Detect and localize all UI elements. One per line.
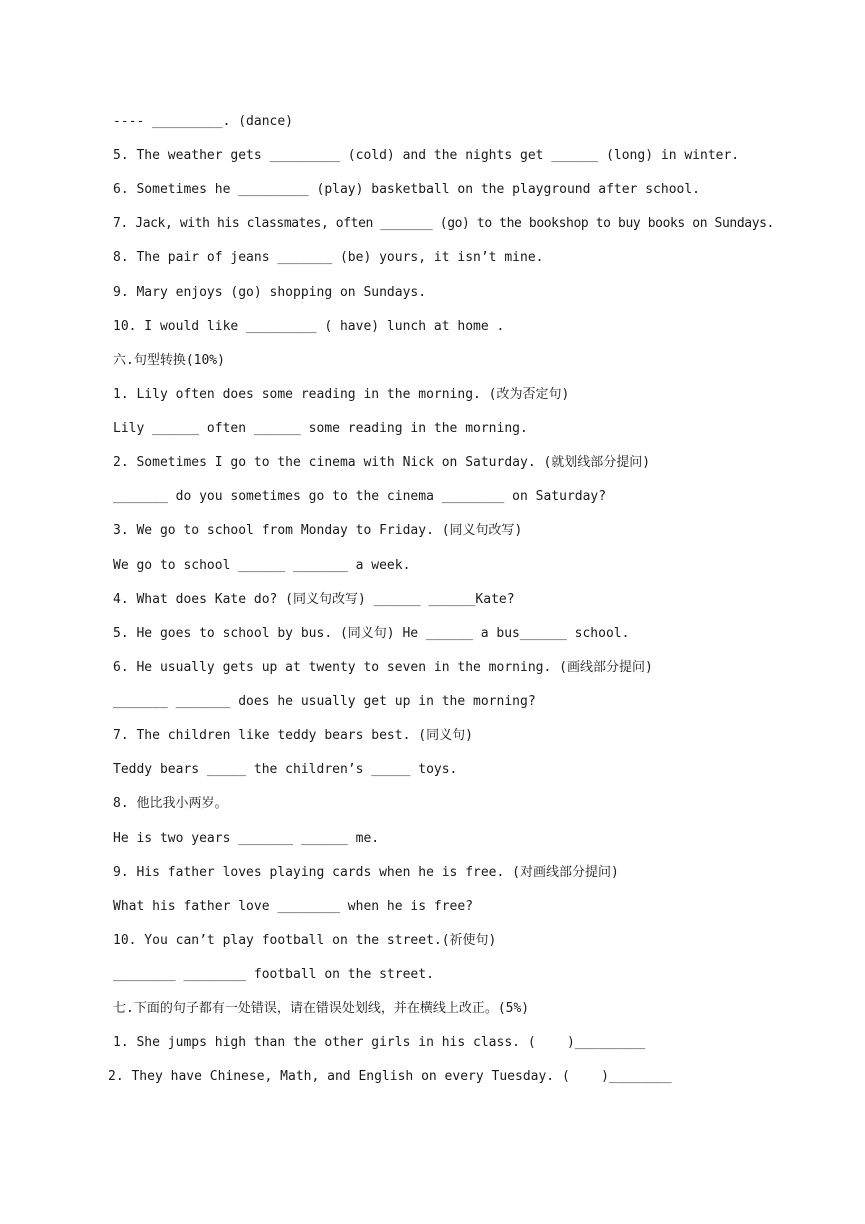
error-q1: 1. She jumps high than the other girls in his class. ( )_________	[113, 1035, 646, 1050]
transform-q3-answer: We go to school ______ _______ a week.	[113, 558, 411, 573]
transform-q5: 5. He goes to school by bus. (同义句) He ______ a bus______ school.	[113, 626, 630, 641]
section-seven-heading: 七.下面的句子都有一处错误，请在错误处划线，并在横线上改正。(5%)	[113, 1001, 530, 1016]
exercise-line-10: 10. I would like _________ ( have) lunch at home .	[113, 319, 505, 334]
transform-q9: 9. His father loves playing cards when he is free. (对画线部分提问)	[113, 865, 619, 880]
transform-q2: 2. Sometimes I go to the cinema with Nick on Saturday. (就划线部分提问)	[113, 455, 651, 470]
exercise-line-dance-answer: ---- _________. (dance)	[113, 114, 294, 129]
transform-q1-answer: Lily ______ often ______ some reading in the morning.	[113, 421, 528, 436]
transform-q9-answer: What his father love ________ when he is free?	[113, 899, 474, 914]
transform-q8-answer: He is two years _______ ______ me.	[113, 831, 380, 846]
transform-q3: 3. We go to school from Monday to Friday. (同义句改写)	[113, 523, 523, 538]
exercise-line-8: 8. The pair of jeans _______ (be) yours, it isn’t mine.	[113, 250, 544, 265]
transform-q8: 8. 他比我小两岁。	[113, 796, 228, 811]
transform-q4: 4. What does Kate do? (同义句改写) ______ ______Kate?	[113, 592, 515, 607]
exercise-line-9: 9. Mary enjoys (go) shopping on Sundays.	[113, 285, 427, 300]
section-six-heading: 六.句型转换(10%)	[113, 353, 225, 368]
transform-q7-answer: Teddy bears _____ the children’s _____ toys.	[113, 762, 458, 777]
error-q2: 2. They have Chinese, Math, and English on every Tuesday. ( )________	[108, 1069, 672, 1084]
transform-q1: 1. Lily often does some reading in the morning. (改为否定句)	[113, 387, 570, 402]
transform-q6: 6. He usually gets up at twenty to seven in the morning. (画线部分提问)	[113, 660, 653, 675]
transform-q7: 7. The children like teddy bears best. (同义句)	[113, 728, 473, 743]
transform-q10-answer: ________ ________ football on the street.	[113, 967, 434, 982]
exercise-line-6: 6. Sometimes he _________ (play) basketball on the playground after school.	[113, 182, 700, 197]
transform-q10: 10. You can’t play football on the street.(祈使句)	[113, 933, 497, 948]
exercise-line-7: 7. Jack, with his classmates, often _______ (go) to the bookshop to buy books on Sundays.	[113, 216, 774, 231]
transform-q6-answer: _______ _______ does he usually get up in the morning?	[113, 694, 536, 709]
exercise-line-5: 5. The weather gets _________ (cold) and the nights get ______ (long) in winter.	[113, 148, 740, 163]
transform-q2-answer: _______ do you sometimes go to the cinema ________ on Saturday?	[113, 489, 607, 504]
